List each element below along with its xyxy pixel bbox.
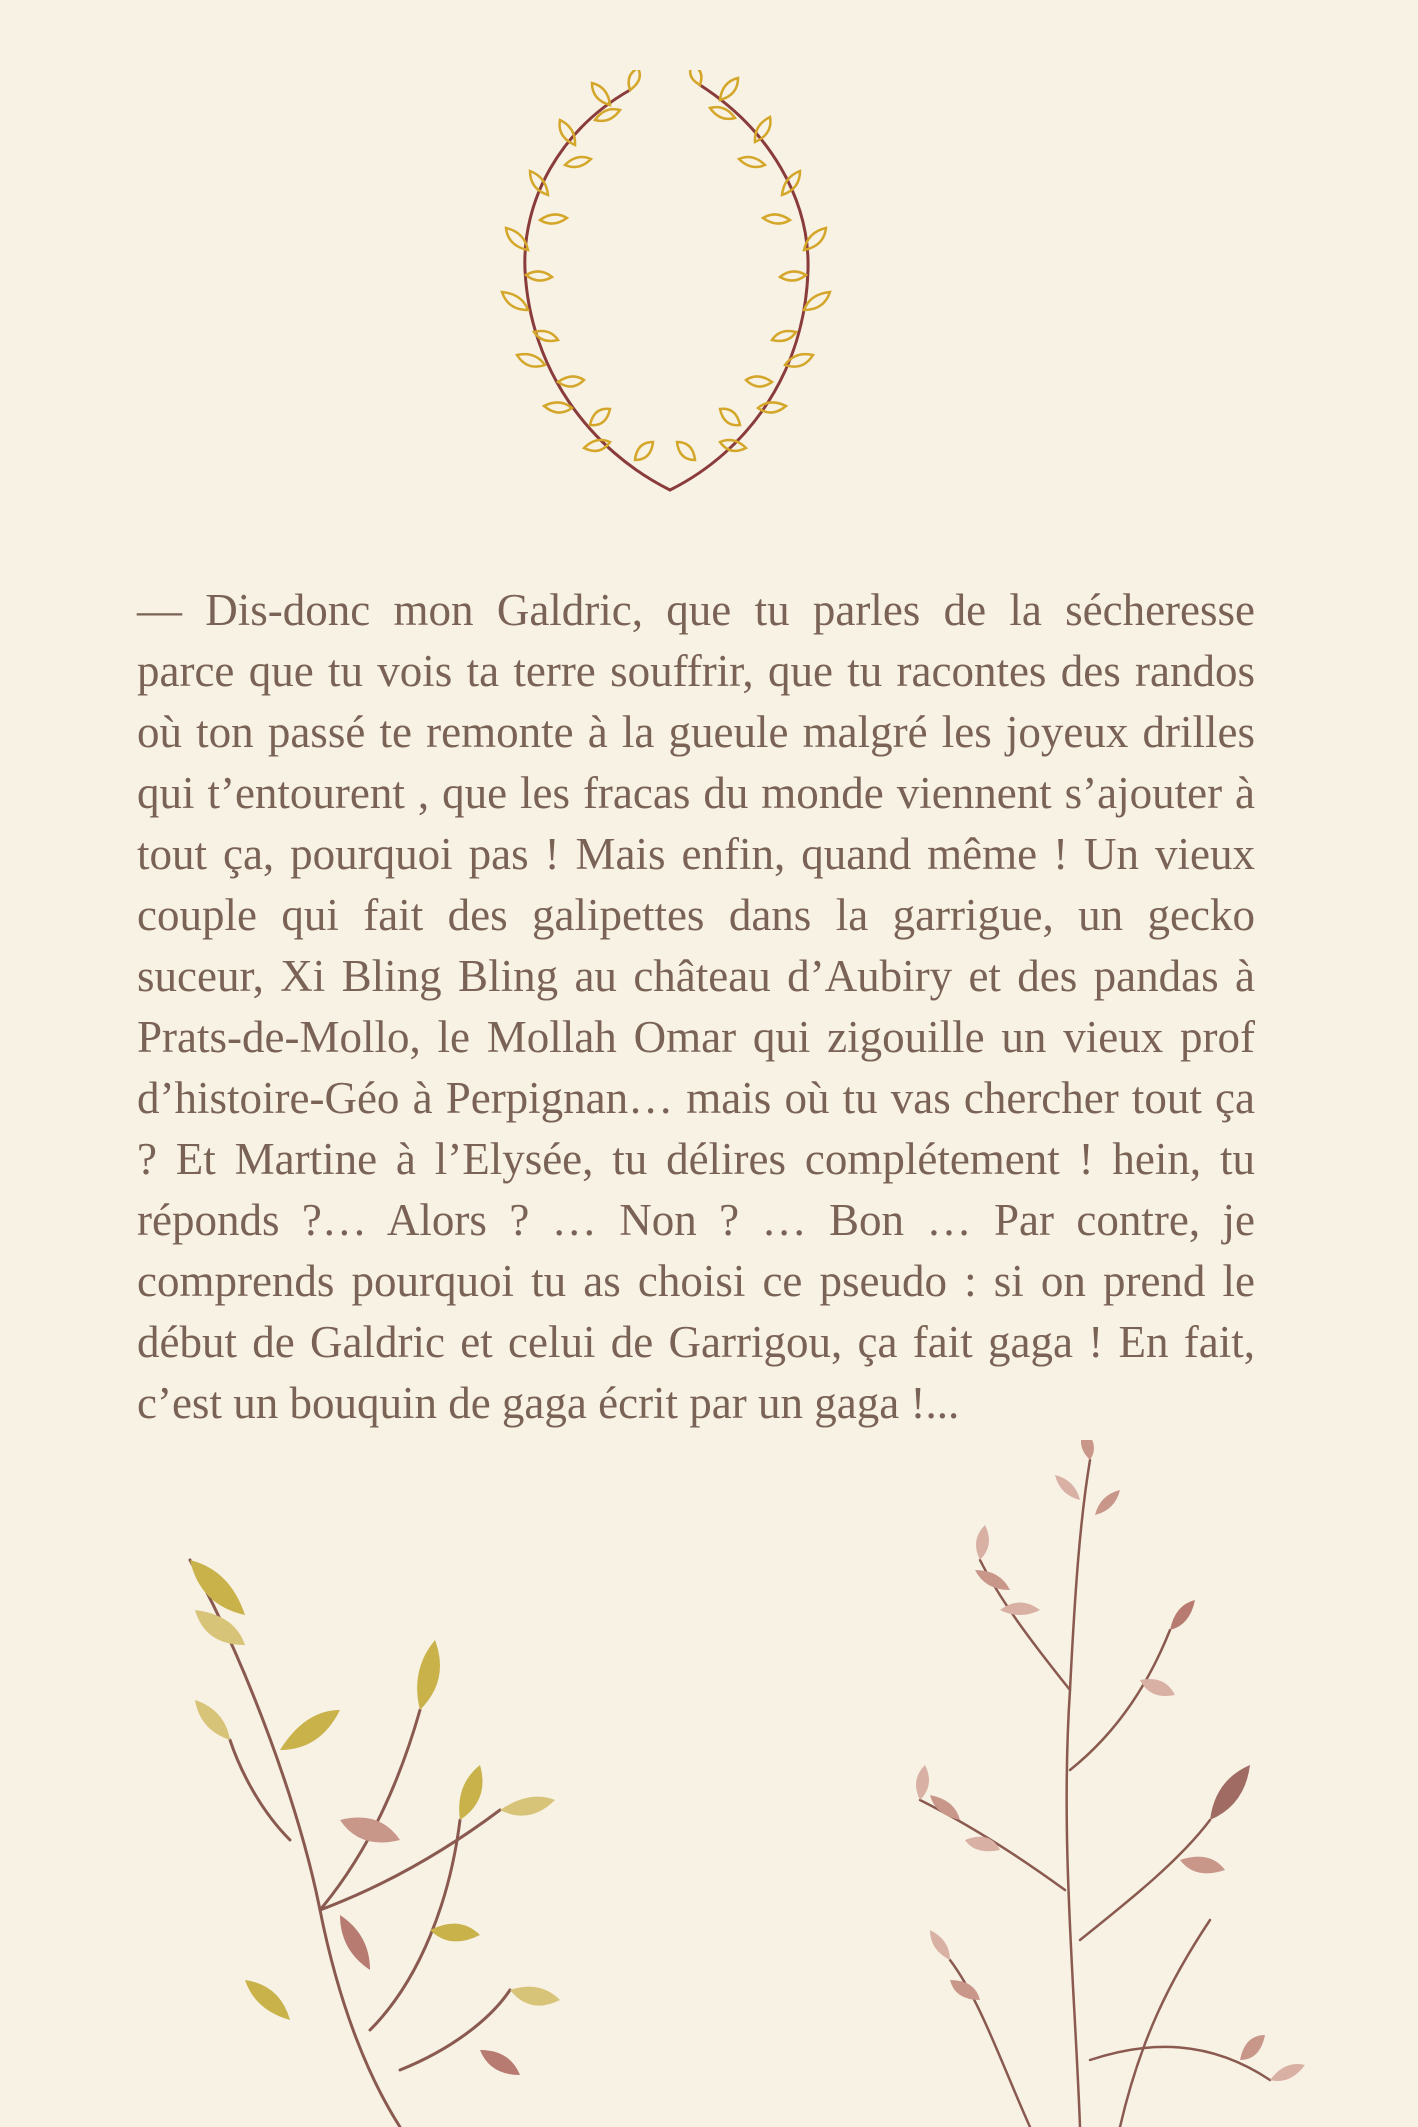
grass-sprig-icon bbox=[880, 1440, 1380, 2127]
dialogue-paragraph: — Dis-donc mon Galdric, que tu parles de la sécheresse parce que tu vois ta terre souffrir, que tu racontes des randos où ton passé te remonte à la gueule malgré les joyeux drilles qui t’entourent , que les fracas du monde viennent s’ajouter à tout ça, pourquoi pas ! Mais enfin, quand même ! Un vieux couple qui fait des galipettes dans la garrigue, un gecko suceur, Xi Bling Bling au château d’Aubiry et des pandas à Prats-de-Mollo, le Mollah Omar qui zigouille un vieux prof d’histoire-Géo à Perpignan… mais où tu vas chercher tout ça ? Et Martine à l’Elysée, tu délires complétement ! hein, tu réponds ?… Alors ? … Non ? … Bon … Par contre, je comprends pourquoi tu as choisi ce pseudo : si on prend le début de Galdric et celui de Garrigou, ça fait gaga ! En fait, c’est un bouquin de gaga écrit par un gaga !... bbox=[137, 585, 1255, 1428]
laurel-wreath-icon bbox=[470, 70, 870, 510]
olive-branch-icon bbox=[170, 1550, 690, 2127]
